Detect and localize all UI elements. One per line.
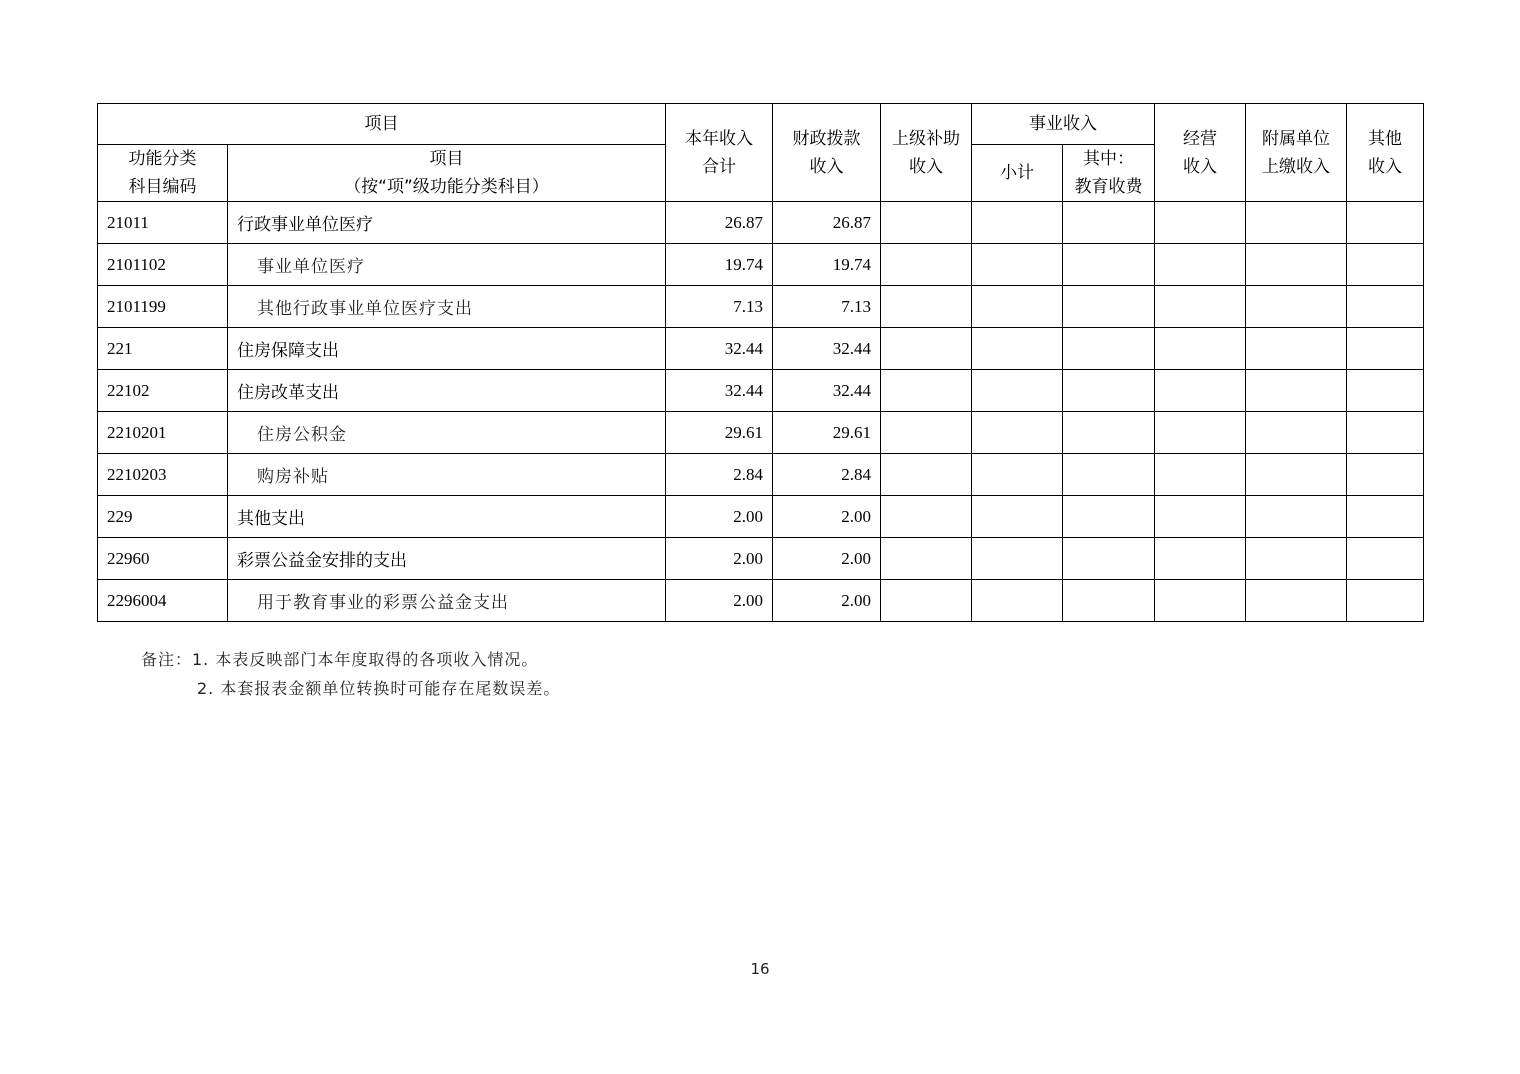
cell-education-fees [1063, 412, 1155, 454]
cell-affiliate-income [1246, 202, 1347, 244]
cell-name: 住房公积金 [228, 412, 666, 454]
cell-operating-income [1155, 580, 1246, 622]
note-line-2: 2. 本套报表金额单位转换时可能存在尾数误差。 [197, 679, 561, 698]
cell-affiliate-income [1246, 580, 1347, 622]
cell-name: 事业单位医疗 [228, 244, 666, 286]
table-row [98, 538, 1424, 580]
table-row [98, 454, 1424, 496]
cell-education-fees [1063, 496, 1155, 538]
cell-education-fees [1063, 328, 1155, 370]
cell-fiscal-income: 2.00 [773, 496, 881, 538]
header-subtotal: 小计 [972, 145, 1063, 202]
header-total-income [666, 104, 773, 202]
cell-superior-subsidy [881, 328, 972, 370]
cell-superior-subsidy [881, 244, 972, 286]
cell-name: 住房改革支出 [228, 370, 666, 412]
cell-other-income [1347, 580, 1424, 622]
cell-total-income: 2.84 [666, 454, 773, 496]
cell-total-income: 26.87 [666, 202, 773, 244]
table-row [98, 202, 1424, 244]
note-line-1: 备注：1. 本表反映部门本年度取得的各项收入情况。 [141, 650, 539, 669]
cell-operating-income [1155, 244, 1246, 286]
table-body [98, 202, 1424, 622]
cell-name: 购房补贴 [228, 454, 666, 496]
cell-operating-income [1155, 454, 1246, 496]
cell-fiscal-income: 2.84 [773, 454, 881, 496]
cell-fiscal-income: 32.44 [773, 370, 881, 412]
cell-total-income: 2.00 [666, 538, 773, 580]
cell-code: 2210203 [98, 454, 228, 496]
cell-total-income: 2.00 [666, 580, 773, 622]
cell-total-income: 32.44 [666, 328, 773, 370]
header-operating-line1: 经营 [1183, 128, 1217, 149]
cell-business-subtotal [972, 454, 1063, 496]
cell-name: 其他行政事业单位医疗支出 [228, 286, 666, 328]
cell-fiscal-income: 32.44 [773, 328, 881, 370]
cell-business-subtotal [972, 412, 1063, 454]
cell-other-income [1347, 286, 1424, 328]
cell-education-fees [1063, 202, 1155, 244]
cell-code: 2210201 [98, 412, 228, 454]
cell-business-subtotal [972, 328, 1063, 370]
cell-superior-subsidy [881, 370, 972, 412]
header-other-line1: 其他 [1368, 128, 1402, 149]
table-row [98, 412, 1424, 454]
header-function-code [98, 145, 228, 202]
header-affiliate-income [1246, 104, 1347, 202]
cell-other-income [1347, 496, 1424, 538]
cell-name: 行政事业单位医疗 [228, 202, 666, 244]
table-row [98, 244, 1424, 286]
cell-business-subtotal [972, 538, 1063, 580]
cell-code: 2101102 [98, 244, 228, 286]
cell-affiliate-income [1246, 538, 1347, 580]
cell-total-income: 2.00 [666, 496, 773, 538]
cell-affiliate-income [1246, 454, 1347, 496]
cell-total-income: 29.61 [666, 412, 773, 454]
cell-operating-income [1155, 412, 1246, 454]
cell-other-income [1347, 454, 1424, 496]
header-affiliate-line1: 附属单位 [1262, 128, 1330, 149]
table-row [98, 286, 1424, 328]
header-item-name [228, 145, 666, 202]
cell-superior-subsidy [881, 286, 972, 328]
cell-education-fees [1063, 538, 1155, 580]
header-superior-line2: 收入 [909, 156, 943, 177]
table-header [98, 104, 1424, 202]
header-code-line1: 功能分类 [128, 149, 197, 169]
cell-total-income: 32.44 [666, 370, 773, 412]
table-row [98, 580, 1424, 622]
cell-affiliate-income [1246, 496, 1347, 538]
header-project-group: 项目 [98, 104, 666, 145]
header-other-line2: 收入 [1368, 156, 1402, 177]
table-row [98, 370, 1424, 412]
cell-education-fees [1063, 454, 1155, 496]
cell-other-income [1347, 202, 1424, 244]
cell-total-income: 7.13 [666, 286, 773, 328]
cell-operating-income [1155, 328, 1246, 370]
cell-education-fees [1063, 370, 1155, 412]
cell-other-income [1347, 412, 1424, 454]
header-fiscal-line2: 收入 [809, 156, 844, 177]
cell-code: 2101199 [98, 286, 228, 328]
cell-business-subtotal [972, 286, 1063, 328]
cell-code: 22960 [98, 538, 228, 580]
cell-fiscal-income: 29.61 [773, 412, 881, 454]
cell-education-fees [1063, 286, 1155, 328]
cell-fiscal-income: 19.74 [773, 244, 881, 286]
header-superior-subsidy [881, 104, 972, 202]
cell-other-income [1347, 370, 1424, 412]
cell-code: 22102 [98, 370, 228, 412]
cell-name: 用于教育事业的彩票公益金支出 [228, 580, 666, 622]
table-row [98, 496, 1424, 538]
cell-superior-subsidy [881, 454, 972, 496]
header-superior-line1: 上级补助 [892, 128, 960, 149]
cell-fiscal-income: 2.00 [773, 580, 881, 622]
cell-business-subtotal [972, 244, 1063, 286]
cell-affiliate-income [1246, 412, 1347, 454]
cell-code: 229 [98, 496, 228, 538]
cell-business-subtotal [972, 202, 1063, 244]
income-table [97, 103, 1424, 622]
header-operating-income [1155, 104, 1246, 202]
cell-operating-income [1155, 202, 1246, 244]
cell-code: 221 [98, 328, 228, 370]
cell-fiscal-income: 2.00 [773, 538, 881, 580]
cell-name: 彩票公益金安排的支出 [228, 538, 666, 580]
cell-fiscal-income: 7.13 [773, 286, 881, 328]
cell-operating-income [1155, 496, 1246, 538]
cell-affiliate-income [1246, 286, 1347, 328]
header-edu-line1: 其中： [1083, 149, 1134, 169]
cell-superior-subsidy [881, 496, 972, 538]
cell-other-income [1347, 244, 1424, 286]
table-row [98, 328, 1424, 370]
notes [141, 645, 560, 703]
cell-code: 2296004 [98, 580, 228, 622]
cell-superior-subsidy [881, 412, 972, 454]
header-code-line2: 科目编码 [128, 177, 197, 197]
header-education-fees [1063, 145, 1155, 202]
cell-name: 其他支出 [228, 496, 666, 538]
header-total-line2: 合计 [702, 156, 736, 177]
header-fiscal-line1: 财政拨款 [792, 128, 861, 149]
cell-business-subtotal [972, 370, 1063, 412]
header-operating-line2: 收入 [1183, 156, 1217, 177]
header-name-line1: 项目 [429, 149, 464, 169]
header-total-line1: 本年收入 [685, 128, 753, 149]
header-affiliate-line2: 上缴收入 [1262, 156, 1330, 177]
cell-superior-subsidy [881, 538, 972, 580]
header-other-income [1347, 104, 1424, 202]
cell-business-subtotal [972, 580, 1063, 622]
cell-other-income [1347, 328, 1424, 370]
cell-education-fees [1063, 244, 1155, 286]
cell-operating-income [1155, 286, 1246, 328]
header-edu-line2: 教育收费 [1074, 177, 1143, 197]
cell-operating-income [1155, 538, 1246, 580]
cell-education-fees [1063, 580, 1155, 622]
cell-business-subtotal [972, 496, 1063, 538]
header-name-line2: （按“项”级功能分类科目） [344, 177, 549, 197]
cell-affiliate-income [1246, 328, 1347, 370]
cell-superior-subsidy [881, 580, 972, 622]
cell-other-income [1347, 538, 1424, 580]
header-business-income-group: 事业收入 [972, 104, 1155, 145]
cell-name: 住房保障支出 [228, 328, 666, 370]
cell-superior-subsidy [881, 202, 972, 244]
cell-affiliate-income [1246, 370, 1347, 412]
header-fiscal-appropriation [773, 104, 881, 202]
cell-total-income: 19.74 [666, 244, 773, 286]
page-number: 16 [750, 960, 770, 978]
cell-fiscal-income: 26.87 [773, 202, 881, 244]
cell-operating-income [1155, 370, 1246, 412]
cell-code: 21011 [98, 202, 228, 244]
cell-affiliate-income [1246, 244, 1347, 286]
